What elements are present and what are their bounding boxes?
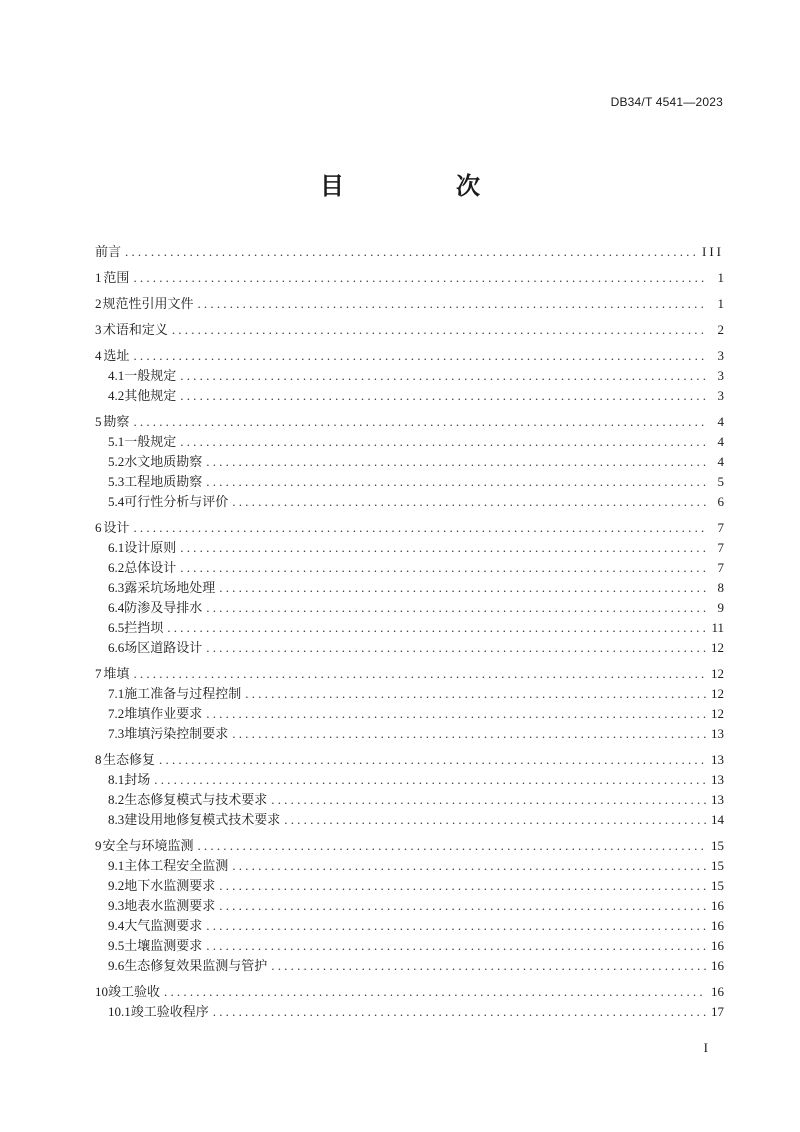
toc-entry-page: 5 xyxy=(717,474,724,489)
toc-entry-number: 4.2 xyxy=(108,388,125,403)
toc-entry-label: 土壤监测要求 xyxy=(124,939,203,954)
toc-entry-page: 12 xyxy=(711,666,724,681)
toc-entry-number: 10 xyxy=(95,984,108,999)
toc-dot-leader xyxy=(133,518,706,538)
toc-entry-page: 13 xyxy=(711,752,724,767)
toc-entry-label: 工程地质勘察 xyxy=(124,475,203,490)
toc-entry-number: 9 xyxy=(95,838,102,853)
toc-entry-label: 场区道路设计 xyxy=(124,641,203,656)
toc-entry-number: 5.2 xyxy=(108,454,125,469)
toc-entry-page: 14 xyxy=(711,812,724,827)
toc-subentry[interactable] xyxy=(108,810,724,830)
toc-entry-page: 2 xyxy=(717,322,724,337)
toc-entry-page: 9 xyxy=(717,600,724,615)
toc-entry-page: 4 xyxy=(717,454,724,469)
toc-entry[interactable] xyxy=(95,664,724,684)
toc-subentry[interactable] xyxy=(108,638,724,658)
toc-subentry[interactable] xyxy=(108,856,724,876)
toc-subentry[interactable] xyxy=(108,1002,724,1022)
toc-entry[interactable] xyxy=(95,294,724,314)
toc-dot-leader xyxy=(197,294,706,314)
toc-subentry[interactable] xyxy=(108,386,724,406)
toc-entry-page: 11 xyxy=(711,620,724,635)
toc-entry-page: 12 xyxy=(711,686,724,701)
toc-dot-leader xyxy=(197,836,706,856)
toc-entry-number: 9.3 xyxy=(108,898,125,913)
toc-entry-page: 1 xyxy=(717,270,724,285)
toc-dot-leader xyxy=(125,242,698,262)
toc-dot-leader xyxy=(206,598,706,618)
toc-dot-leader xyxy=(206,704,706,724)
toc-entry-label: 前言 xyxy=(95,245,122,260)
toc-entry-page: 6 xyxy=(717,494,724,509)
toc-dot-leader xyxy=(154,770,706,790)
toc-entry-number: 9.6 xyxy=(108,958,125,973)
toc-subentry[interactable] xyxy=(108,896,724,916)
toc-dot-leader xyxy=(232,492,706,512)
toc-subentry[interactable] xyxy=(108,618,724,638)
toc-entry-number: 8.1 xyxy=(108,772,125,787)
toc-entry-page: III xyxy=(702,244,724,259)
toc-entry-number: 7 xyxy=(95,666,102,681)
toc-entry-label: 一般规定 xyxy=(124,369,177,384)
toc-dot-leader xyxy=(133,412,706,432)
toc-entry[interactable] xyxy=(95,982,724,1002)
page-title: 目 次 xyxy=(320,172,524,200)
toc-dot-leader xyxy=(180,366,706,386)
document-code: DB34/T 4541—2023 xyxy=(610,95,723,109)
toc-subentry[interactable] xyxy=(108,432,724,452)
toc-dot-leader xyxy=(206,936,706,956)
toc-entry-page: 12 xyxy=(711,706,724,721)
toc-subentry[interactable] xyxy=(108,916,724,936)
toc-subentry[interactable] xyxy=(108,724,724,744)
toc-entry[interactable] xyxy=(95,268,724,288)
toc-entry-number: 6.5 xyxy=(108,620,125,635)
toc-entry-label: 设计原则 xyxy=(124,541,177,556)
toc-entry-number: 6.6 xyxy=(108,640,125,655)
toc-entry-page: 13 xyxy=(711,772,724,787)
toc-subentry[interactable] xyxy=(108,558,724,578)
footer-page-number: I xyxy=(703,1040,708,1055)
toc-entry-label: 封场 xyxy=(124,773,151,788)
toc-entry-page: 3 xyxy=(717,388,724,403)
toc-entry-page: 3 xyxy=(717,348,724,363)
toc-subentry[interactable] xyxy=(108,684,724,704)
toc-entry-label: 范围 xyxy=(103,271,130,286)
toc-entry-page: 7 xyxy=(717,520,724,535)
toc-subentry[interactable] xyxy=(108,538,724,558)
toc-entry-label: 水文地质勘察 xyxy=(124,455,203,470)
toc-dot-leader xyxy=(232,724,706,744)
toc-entry-page: 7 xyxy=(717,540,724,555)
toc-entry-page: 15 xyxy=(711,858,724,873)
toc-entry-label: 堆填 xyxy=(103,667,130,682)
toc-dot-leader xyxy=(219,896,706,916)
toc-entry[interactable] xyxy=(95,518,724,538)
toc-dot-leader xyxy=(180,538,706,558)
toc-entry-number: 9.4 xyxy=(108,918,125,933)
toc-entry-number: 3 xyxy=(95,322,102,337)
toc-dot-leader xyxy=(133,346,706,366)
toc-entry-page: 17 xyxy=(711,1004,724,1019)
toc-entry-page: 13 xyxy=(711,726,724,741)
toc-dot-leader xyxy=(271,956,706,976)
toc-entry-number: 6.1 xyxy=(108,540,125,555)
toc-dot-leader xyxy=(271,790,706,810)
toc-dot-leader xyxy=(167,618,706,638)
toc-entry-number: 10.1 xyxy=(108,1004,131,1019)
toc-entry-number: 7.3 xyxy=(108,726,125,741)
toc-entry-label: 施工准备与过程控制 xyxy=(124,687,242,702)
toc-entry-page: 15 xyxy=(711,878,724,893)
toc-entry-page: 16 xyxy=(711,938,724,953)
toc-entry-number: 4.1 xyxy=(108,368,125,383)
toc-entry-number: 8.3 xyxy=(108,812,125,827)
toc-dot-leader xyxy=(133,664,706,684)
toc-entry-number: 7.2 xyxy=(108,706,125,721)
toc-entry-page: 12 xyxy=(711,640,724,655)
toc-entry-label: 生态修复 xyxy=(103,753,156,768)
toc-subentry[interactable] xyxy=(108,472,724,492)
toc-entry-page: 3 xyxy=(717,368,724,383)
toc-subentry[interactable] xyxy=(108,876,724,896)
toc-entry-number: 5.3 xyxy=(108,474,125,489)
toc-dot-leader xyxy=(206,916,706,936)
toc-dot-leader xyxy=(206,472,706,492)
toc-entry-number: 9.2 xyxy=(108,878,125,893)
toc-entry-page: 15 xyxy=(711,838,724,853)
toc-subentry[interactable] xyxy=(108,936,724,956)
toc-dot-leader xyxy=(206,638,706,658)
toc-entry-label: 建设用地修复模式技术要求 xyxy=(124,813,281,828)
toc-entry-page: 4 xyxy=(717,414,724,429)
toc-entry-label: 竣工验收程序 xyxy=(130,1005,209,1020)
toc-entry-label: 可行性分析与评价 xyxy=(124,495,229,510)
toc-entry-number: 5 xyxy=(95,414,102,429)
toc-dot-leader xyxy=(284,810,706,830)
toc-subentry[interactable] xyxy=(108,790,724,810)
toc-dot-leader xyxy=(180,386,706,406)
toc-entry-page: 4 xyxy=(717,434,724,449)
toc-entry-label: 术语和定义 xyxy=(102,323,168,338)
toc-dot-leader xyxy=(219,876,706,896)
toc-entry-number: 6.2 xyxy=(108,560,125,575)
toc-entry[interactable] xyxy=(95,412,724,432)
toc-entry-page: 1 xyxy=(717,296,724,311)
toc-entry-page: 7 xyxy=(717,560,724,575)
toc-entry-label: 竣工验收 xyxy=(108,985,161,1000)
toc-entry-number: 9.1 xyxy=(108,858,125,873)
toc-entry-number: 7.1 xyxy=(108,686,125,701)
toc-entry-label: 拦挡坝 xyxy=(124,621,164,636)
toc-entry-label: 选址 xyxy=(103,349,130,364)
toc-entry-label: 露采坑场地处理 xyxy=(124,581,216,596)
toc-entry-number: 5.1 xyxy=(108,434,125,449)
toc-subentry[interactable] xyxy=(108,366,724,386)
toc-entry-page: 13 xyxy=(711,792,724,807)
toc-dot-leader xyxy=(133,268,706,288)
toc-entry[interactable] xyxy=(95,242,724,262)
toc-subentry[interactable] xyxy=(108,492,724,512)
toc-entry-number: 8 xyxy=(95,752,102,767)
toc-entry-label: 规范性引用文件 xyxy=(102,297,194,312)
toc-dot-leader xyxy=(245,684,706,704)
toc-entry[interactable] xyxy=(95,320,724,340)
toc-entry-label: 堆填污染控制要求 xyxy=(124,727,229,742)
toc-entry-label: 安全与环境监测 xyxy=(102,839,194,854)
toc-dot-leader xyxy=(206,452,706,472)
toc-entry-number: 6 xyxy=(95,520,102,535)
toc-entry-label: 主体工程安全监测 xyxy=(124,859,229,874)
toc-subentry[interactable] xyxy=(108,452,724,472)
toc-entry[interactable] xyxy=(95,836,724,856)
toc-dot-leader xyxy=(159,750,706,770)
toc-entry-label: 一般规定 xyxy=(124,435,177,450)
toc-subentry[interactable] xyxy=(108,578,724,598)
toc-entry-number: 6.3 xyxy=(108,580,125,595)
toc-entry-page: 16 xyxy=(711,958,724,973)
toc-entry-label: 地下水监测要求 xyxy=(124,879,216,894)
toc-entry-number: 1 xyxy=(95,270,102,285)
toc-entry-label: 堆填作业要求 xyxy=(124,707,203,722)
toc-subentry[interactable] xyxy=(108,598,724,618)
toc-entry-page: 16 xyxy=(711,918,724,933)
toc-subentry[interactable] xyxy=(108,704,724,724)
toc-entry-number: 4 xyxy=(95,348,102,363)
toc-entry-label: 大气监测要求 xyxy=(124,919,203,934)
toc-subentry[interactable] xyxy=(108,770,724,790)
toc-subentry[interactable] xyxy=(108,956,724,976)
toc-dot-leader xyxy=(219,578,706,598)
toc-entry[interactable] xyxy=(95,750,724,770)
toc-entry-label: 生态修复效果监测与管护 xyxy=(124,959,268,974)
toc-dot-leader xyxy=(172,320,706,340)
toc-entry-label: 防渗及导排水 xyxy=(124,601,203,616)
toc-dot-leader xyxy=(180,558,706,578)
toc-entry-label: 勘察 xyxy=(103,415,130,430)
toc-entry-page: 16 xyxy=(711,984,724,999)
toc-entry-number: 8.2 xyxy=(108,792,125,807)
toc-entry-page: 16 xyxy=(711,898,724,913)
toc-entry-page: 8 xyxy=(717,580,724,595)
toc-entry-label: 其他规定 xyxy=(124,389,177,404)
toc-entry[interactable] xyxy=(95,346,724,366)
toc-entry-number: 2 xyxy=(95,296,102,311)
toc-entry-label: 总体设计 xyxy=(124,561,177,576)
toc-entry-number: 6.4 xyxy=(108,600,125,615)
toc-entry-label: 设计 xyxy=(103,521,130,536)
toc-dot-leader xyxy=(180,432,706,452)
toc-entry-label: 生态修复模式与技术要求 xyxy=(124,793,268,808)
toc-entry-number: 9.5 xyxy=(108,938,125,953)
toc-dot-leader xyxy=(232,856,706,876)
toc-entry-label: 地表水监测要求 xyxy=(124,899,216,914)
toc-dot-leader xyxy=(164,982,706,1002)
toc-entry-number: 5.4 xyxy=(108,494,125,509)
toc-dot-leader xyxy=(213,1002,706,1022)
